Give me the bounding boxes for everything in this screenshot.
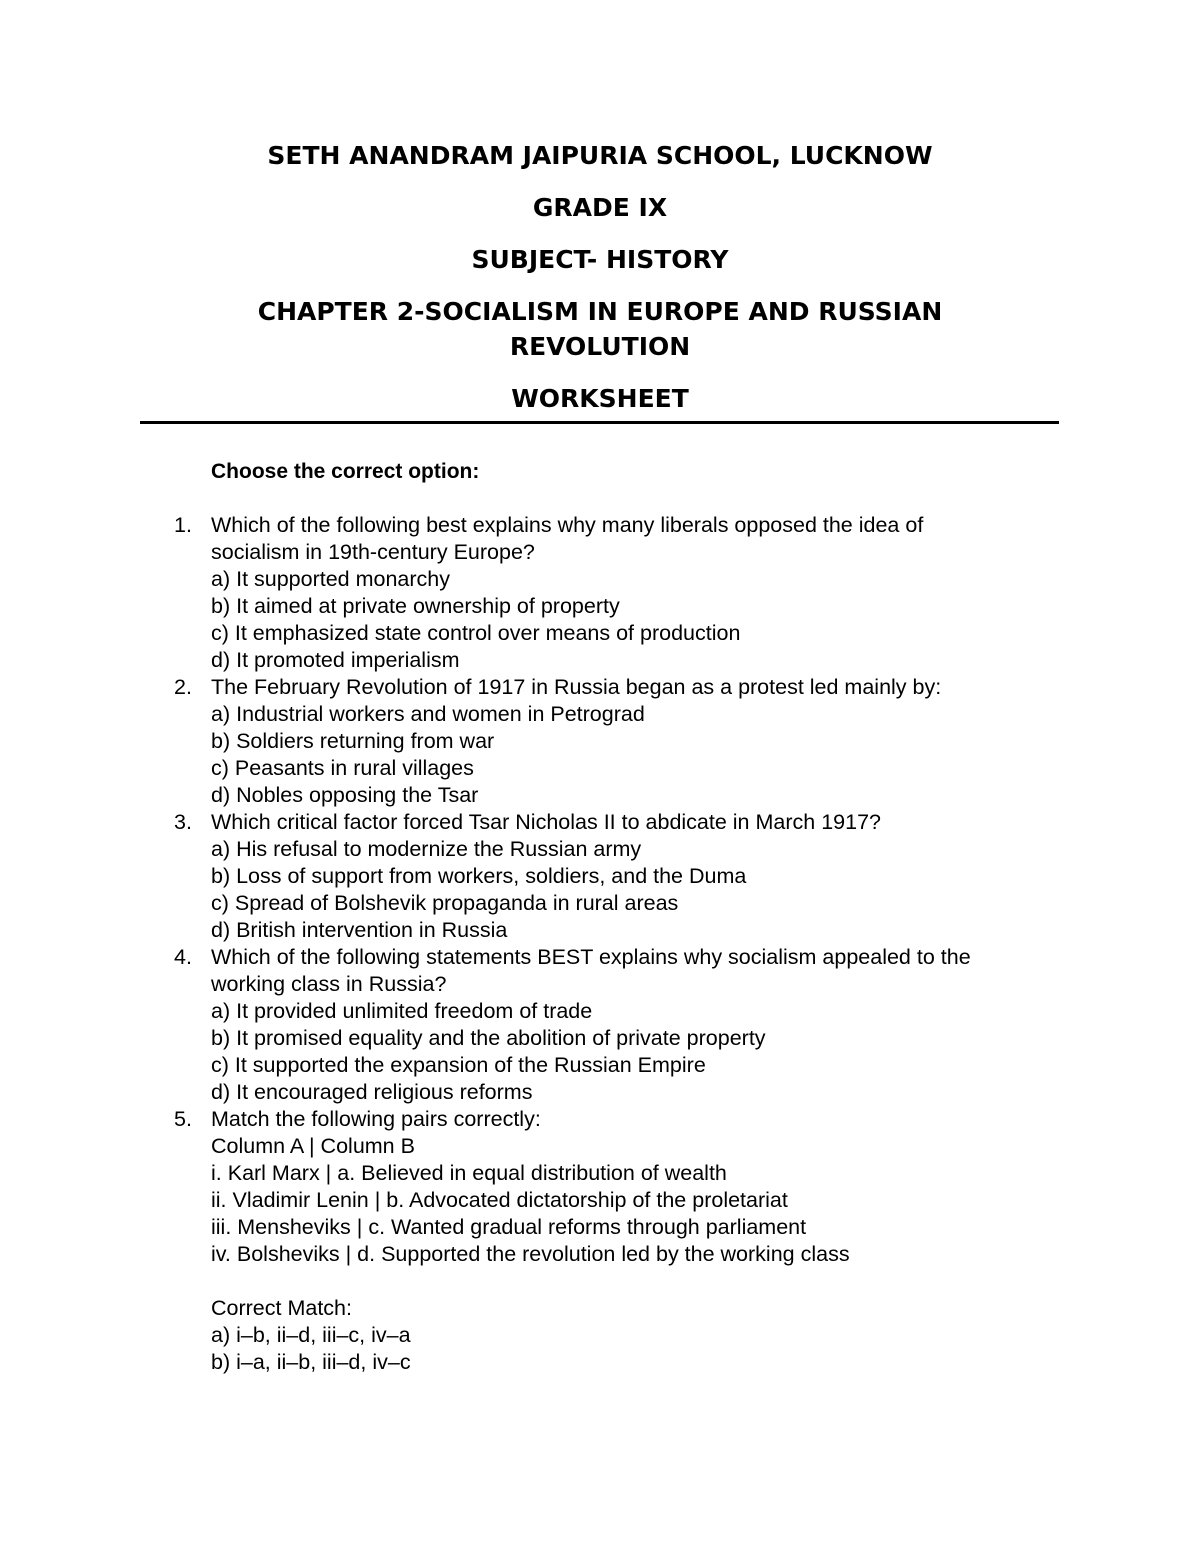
chapter-title-line-2: REVOLUTION (509, 332, 691, 361)
option-a: a) i–b, ii–d, iii–c, iv–a (211, 1323, 411, 1347)
question-number: 5. (174, 1107, 192, 1131)
option-b: b) It promised equality and the abolition of private property (211, 1026, 766, 1050)
option-a: a) It provided unlimited freedom of trade (211, 999, 593, 1023)
question-number: 2. (174, 675, 192, 699)
option-a: a) It supported monarchy (211, 567, 451, 591)
question-text: The February Revolution of 1917 in Russia began as a protest led mainly by: (211, 675, 942, 699)
question-text-continued: socialism in 19th-century Europe? (211, 540, 535, 564)
option-a: a) His refusal to modernize the Russian army (211, 837, 642, 861)
option-d: d) Nobles opposing the Tsar (211, 783, 479, 807)
option-b: b) i–a, ii–b, iii–d, iv–c (211, 1350, 411, 1374)
school-name: SETH ANANDRAM JAIPURIA SCHOOL, LUCKNOW (267, 141, 933, 170)
option-c: c) Peasants in rural villages (211, 756, 474, 780)
option-d: d) British intervention in Russia (211, 918, 508, 942)
option-b: b) Soldiers returning from war (211, 729, 495, 753)
question-5 (174, 1106, 1074, 1376)
question-list (174, 512, 1074, 1376)
option-d: d) It encouraged religious reforms (211, 1080, 533, 1104)
question-number: 4. (174, 945, 192, 969)
option-b: b) It aimed at private ownership of property (211, 594, 620, 618)
match-pair-4: iv. Bolsheviks | d. Supported the revolution led by the working class (211, 1242, 850, 1266)
header-divider (140, 421, 1059, 424)
question-text: Which of the following best explains why many liberals opposed the idea of (211, 513, 924, 537)
option-c: c) It emphasized state control over means of production (211, 621, 741, 645)
grade-label: GRADE IX (532, 193, 668, 222)
match-pair-2: ii. Vladimir Lenin | b. Advocated dictatorship of the proletariat (211, 1188, 788, 1212)
option-c: c) Spread of Bolshevik propaganda in rural areas (211, 891, 679, 915)
correct-match-label: Correct Match: (211, 1296, 352, 1320)
option-a: a) Industrial workers and women in Petrograd (211, 702, 645, 726)
match-columns-header: Column A | Column B (211, 1134, 415, 1158)
option-b: b) Loss of support from workers, soldiers, and the Duma (211, 864, 747, 888)
question-text-continued: working class in Russia? (211, 972, 447, 996)
question-number: 1. (174, 513, 192, 537)
chapter-title (140, 294, 1060, 364)
subject-label: SUBJECT- HISTORY (471, 245, 729, 274)
question-2 (174, 674, 1074, 809)
blank-line (211, 1268, 1074, 1295)
match-pair-3: iii. Mensheviks | c. Wanted gradual reforms through parliament (211, 1215, 807, 1239)
question-3 (174, 809, 1074, 944)
option-c: c) It supported the expansion of the Russian Empire (211, 1053, 706, 1077)
match-pair-1: i. Karl Marx | a. Believed in equal distribution of wealth (211, 1161, 727, 1185)
document-header (140, 138, 1060, 433)
question-text: Match the following pairs correctly: (211, 1107, 541, 1131)
question-number: 3. (174, 810, 192, 834)
question-4 (174, 944, 1074, 1106)
instruction-text: Choose the correct option: (211, 460, 480, 483)
chapter-title-line-1: CHAPTER 2-SOCIALISM IN EUROPE AND RUSSIAN (257, 297, 943, 326)
question-text: Which critical factor forced Tsar Nicholas II to abdicate in March 1917? (211, 810, 881, 834)
document-type: WORKSHEET (511, 384, 689, 413)
question-1 (174, 512, 1074, 674)
question-text: Which of the following statements BEST explains why socialism appealed to the (211, 945, 971, 969)
option-d: d) It promoted imperialism (211, 648, 460, 672)
